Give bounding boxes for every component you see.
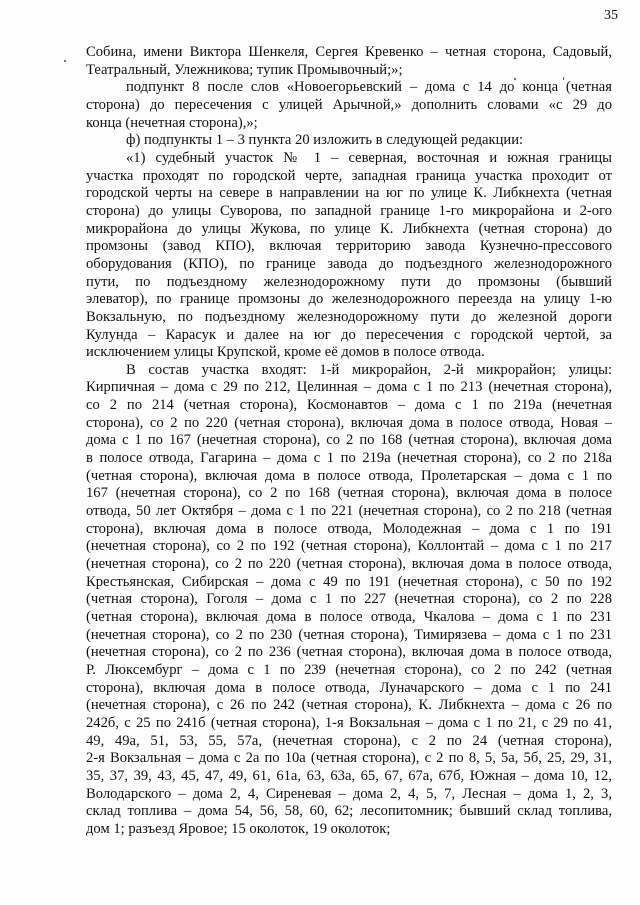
text-line: склад топлива – дома 54, 56, 58, 60, 62; лесопитомник; бывший склад топлива,: [86, 803, 612, 820]
text-line: конца (нечетная сторона),»;: [86, 114, 258, 131]
text-line: сторона), включая дома в полосе отвода, Молодежная – дома с 1 по 191: [86, 520, 612, 537]
text-line: «1) судебный участок № 1 – северная, восточная и южная границы: [126, 149, 612, 166]
text-line: (нечетная сторона), со 2 по 220 (четная сторона), включая дома в полосе отвода,: [86, 556, 612, 573]
text-line: (нечетная сторона), со 2 по 230 (четная сторона), Тимирязева – дома с 1 по 231: [86, 626, 612, 643]
text-line: В состав участка входят: 1-й микрорайон, 2-й микрорайон; улицы:: [126, 361, 612, 378]
text-line: (четная сторона), включая дома в полосе отвода, Чкалова – дома с 1 по 231: [86, 609, 612, 625]
text-line: городской черты на севере в направлении на юг по улице К. Либкнехта (четная: [86, 185, 612, 202]
text-line: 49, 49а, 51, 53, 55, 57а, (нечетная сторона), с 2 по 24 (четная сторона),: [86, 732, 612, 749]
text-line: Кулунда – Карасук и далее на юг до пересечения с городской чертой, за: [86, 326, 612, 343]
text-line: (нечетная сторона), с 26 по 242 (четная сторона), К. Либкнехта – дома с 26 по: [86, 697, 612, 714]
paragraph: [86, 362, 612, 839]
document-body: [86, 44, 612, 839]
text-line: сторона) до улицы Суворова, по западной границе 1-го микрорайона и 2-ого: [86, 202, 612, 219]
paragraph: [86, 150, 612, 362]
text-line: 35, 37, 39, 43, 45, 47, 49, 61, 61а, 63, 63а, 65, 67, 67а, 67б, Южная – дома 10, 12,: [86, 767, 612, 784]
text-line: Театральный, Улежникова; тупик Промывочный;»;: [86, 61, 403, 78]
paragraph: [86, 132, 612, 150]
text-line: промзоны (завод КПО), включая территорию завода Кузнечно-прессового: [86, 238, 612, 255]
text-line: (нечетная сторона), со 2 по 192 (четная сторона), Коллонтай – дома с 1 по 217: [86, 538, 612, 555]
text-line: сторона), со 2 по 220 (четная сторона), включая дома в полосе отвода, Новая –: [86, 414, 612, 431]
text-line: (четная сторона), включая дома в полосе отвода, Пролетарская – дома с 1 по: [86, 467, 612, 484]
text-line: элеватор), по границе промзоны до железнодорожного переезда на улицу 1-ю: [86, 291, 612, 308]
text-line: исключением улицы Крупской, кроме её домов в полосе отвода.: [86, 344, 485, 361]
text-line: сторона) до пересечения с улицей Арычной,» дополнить словами «с 29 до: [86, 96, 612, 113]
text-line: Вокзальную, по подъездному железнодорожному пути до железной дороги: [86, 308, 612, 325]
text-line: дом 1; разъезд Яровое; 15 околоток, 19 околоток;: [86, 820, 391, 837]
page-number: 35: [604, 8, 618, 23]
scan-speck: [64, 60, 66, 62]
text-line: (четная сторона), Гоголя – дома с 1 по 227 (нечетная сторона), со 2 по 228: [86, 591, 612, 608]
text-line: Кирпичная – дома с 29 по 212, Целинная – дома с 1 по 213 (нечетная сторона),: [86, 379, 612, 396]
text-line: дома с 1 по 167 (нечетная сторона), со 2 по 168 (четная сторона), включая дома: [86, 432, 612, 449]
text-line: Р. Люксембург – дома с 1 по 239 (нечетная сторона), со 2 по 242 (четная: [86, 661, 612, 678]
text-line: (нечетная сторона), со 2 по 236 (четная сторона), включая дома в полосе отвода,: [86, 644, 612, 661]
text-line: сторона), включая дома в полосе отвода, Луначарского – дома с 1 по 241: [86, 679, 612, 696]
text-line: Собина, имени Виктора Шенкеля, Сергея Кревенко – четная сторона, Садовый,: [86, 44, 612, 60]
paragraph: [86, 79, 612, 132]
text-line: со 2 по 214 (четная сторона), Космонавтов – дома с 1 по 219а (нечетная: [86, 397, 612, 414]
text-line: пути, по подъездному железнодорожному пути до промзоны (бывший: [86, 273, 612, 290]
text-line: ф) подпункты 1 – 3 пункта 20 изложить в следующей редакции:: [126, 132, 524, 149]
text-line: 167 (нечетная сторона), со 2 по 168 (четная сторона), включая дома в полосе: [86, 485, 612, 502]
paragraph: [86, 44, 612, 79]
text-line: участка проходят по городской черте, западная граница участка проходит от: [86, 167, 612, 184]
text-line: оборудования (КПО), по границе завода до подъездного железнодорожного: [86, 255, 612, 272]
text-line: Володарского – дома 2, 4, Сиреневая – дома 2, 4, 5, 7, Лесная – дома 1, 2, 3,: [86, 785, 612, 802]
text-line: 2-я Вокзальная – дома с 2а по 10а (четная сторона), с 2 по 8, 5, 5а, 5б, 25, 29, 31,: [86, 750, 612, 767]
text-line: в полосе отвода, Гагарина – дома с 1 по 219а (нечетная сторона), со 2 по 218а: [86, 450, 612, 467]
text-line: Крестьянская, Сибирская – дома с 49 по 191 (нечетная сторона), с 50 по 192: [86, 573, 612, 590]
text-line: 242б, с 25 по 241б (четная сторона), 1-я Вокзальная – дома с 1 по 21, с 29 по 41,: [86, 714, 612, 731]
text-line: подпункт 8 после слов «Новоегорьевский – дома с 14 до конца (четная: [126, 79, 612, 96]
text-line: отвода, 50 лет Октября – дома с 1 по 221 (нечетная сторона), со 2 по 218 (четная: [86, 503, 612, 520]
text-line: микрорайона до улицы Жукова, по улице К. Либкнехта (четная сторона) до: [86, 220, 612, 237]
